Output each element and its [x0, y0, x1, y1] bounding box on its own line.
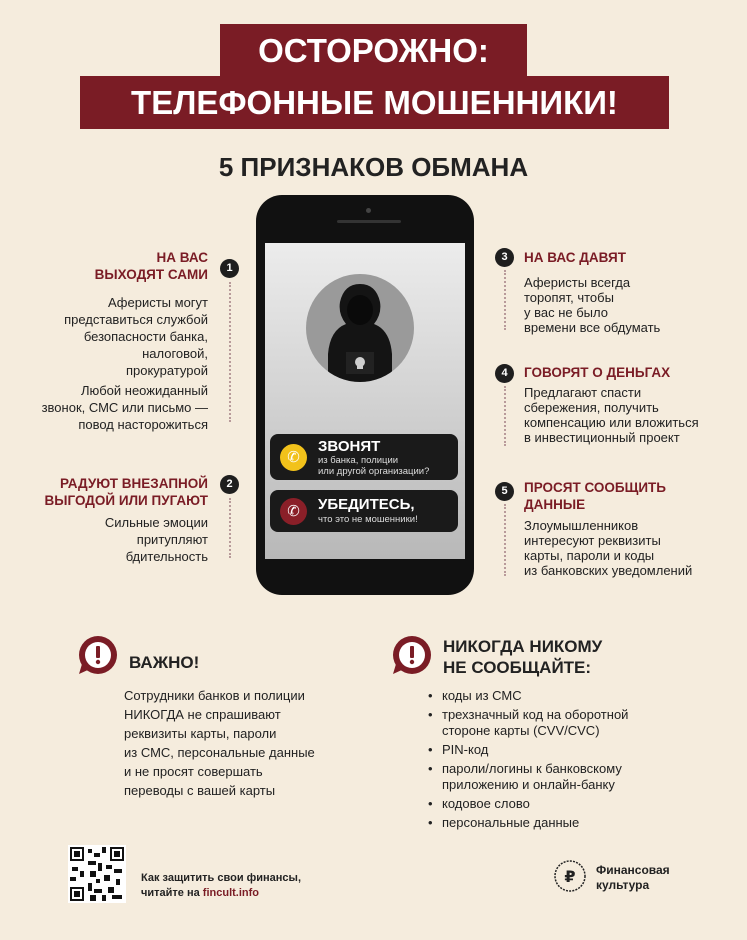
- never-list: [428, 688, 668, 834]
- sign-3-divider: [504, 270, 506, 330]
- list-item: • персональные данные: [428, 815, 668, 831]
- fincult-link[interactable]: fincult.info: [202, 887, 260, 899]
- sign-3-text: Аферисты всегда торопят, чтобы у вас не было времени все обдумать: [524, 275, 661, 335]
- sign-1-text: Аферисты могут представиться службой безопасности банка, налоговой, прокуратурой: [64, 295, 208, 378]
- accept-call-icon: ✆: [280, 444, 307, 471]
- sign-1-number: 1: [220, 259, 239, 278]
- incoming-call-subtitle: из банка, полиции или другой организации?: [318, 455, 430, 477]
- decline-call-card: [270, 490, 458, 532]
- speaker-grille: [337, 220, 401, 223]
- alert-icon: [77, 634, 119, 676]
- sign-2-heading: РАДУЮТ ВНЕЗАПНОЙ ВЫГОДОЙ ИЛИ ПУГАЮТ: [44, 476, 208, 508]
- sign-1-divider: [229, 282, 231, 422]
- title-line-2: ТЕЛЕФОННЫЕ МОШЕННИКИ!: [80, 76, 669, 129]
- svg-text:₽: ₽: [564, 867, 576, 886]
- important-text: Сотрудники банков и полиции НИКОГДА не спрашивают реквизиты карты, пароли из СМС, персональные данные и не просят совершать переводы с вашей карты: [124, 688, 315, 798]
- sign-5-heading: ПРОСЯТ СООБЩИТЬ ДАННЫЕ: [524, 480, 667, 512]
- subtitle: 5 ПРИЗНАКОВ ОБМАНА: [218, 152, 529, 182]
- sign-4-heading: ГОВОРЯТ О ДЕНЬГАХ: [524, 365, 671, 380]
- sign-3-number: 3: [495, 248, 514, 267]
- sign-4-divider: [504, 386, 506, 446]
- sign-4-text: Предлагают спасти сбережения, получить компенсацию или вложиться в инвестиционный проект: [524, 385, 699, 445]
- camera-icon: [366, 208, 371, 213]
- sign-3-heading: НА ВАС ДАВЯТ: [524, 250, 626, 265]
- sign-4-number: 4: [495, 364, 514, 383]
- important-heading: ВАЖНО!: [129, 653, 200, 672]
- qr-code[interactable]: [68, 845, 126, 903]
- financial-culture-logo-icon: [553, 859, 587, 893]
- list-item: • PIN-код: [428, 742, 668, 758]
- sign-1-text-2: Любой неожиданный звонок, СМС или письмо — повод насторожиться: [41, 383, 208, 432]
- sign-2-text: Сильные эмоции притупляют бдительность: [104, 515, 208, 564]
- financial-culture-logo-text: Финансовая культура: [596, 863, 670, 892]
- sign-5-text: Злоумышленников интересуют реквизиты карты, пароли и коды из банковских уведомлений: [524, 518, 693, 578]
- sign-2-divider: [229, 498, 231, 558]
- sign-1-heading: НА ВАС ВЫХОДЯТ САМИ: [94, 250, 208, 282]
- list-item: • трехзначный код на оборотной стороне карты (CVV/CVC): [428, 707, 668, 739]
- list-item: • пароли/логины к банковскому приложению и онлайн-банку: [428, 761, 668, 793]
- incoming-call-card: [270, 434, 458, 480]
- hacker-avatar-icon: [306, 274, 414, 382]
- incoming-call-title: ЗВОНЯТ: [318, 438, 381, 455]
- title-line-1: ОСТОРОЖНО:: [220, 24, 527, 76]
- sign-5-number: 5: [495, 482, 514, 501]
- decline-call-icon: ✆: [280, 498, 307, 525]
- sign-2-number: 2: [220, 475, 239, 494]
- never-heading: НИКОГДА НИКОМУ НЕ СООБЩАЙТЕ:: [443, 637, 603, 677]
- decline-call-subtitle: что это не мошенники!: [318, 514, 418, 525]
- list-item: • коды из СМС: [428, 688, 668, 704]
- decline-call-title: УБЕДИТЕСЬ,: [318, 496, 415, 513]
- sign-5-divider: [504, 504, 506, 576]
- footer-text: Как защитить свои финансы, читайте на fincult.info: [141, 872, 301, 899]
- warning-icon: [391, 634, 433, 676]
- list-item: • кодовое слово: [428, 796, 668, 812]
